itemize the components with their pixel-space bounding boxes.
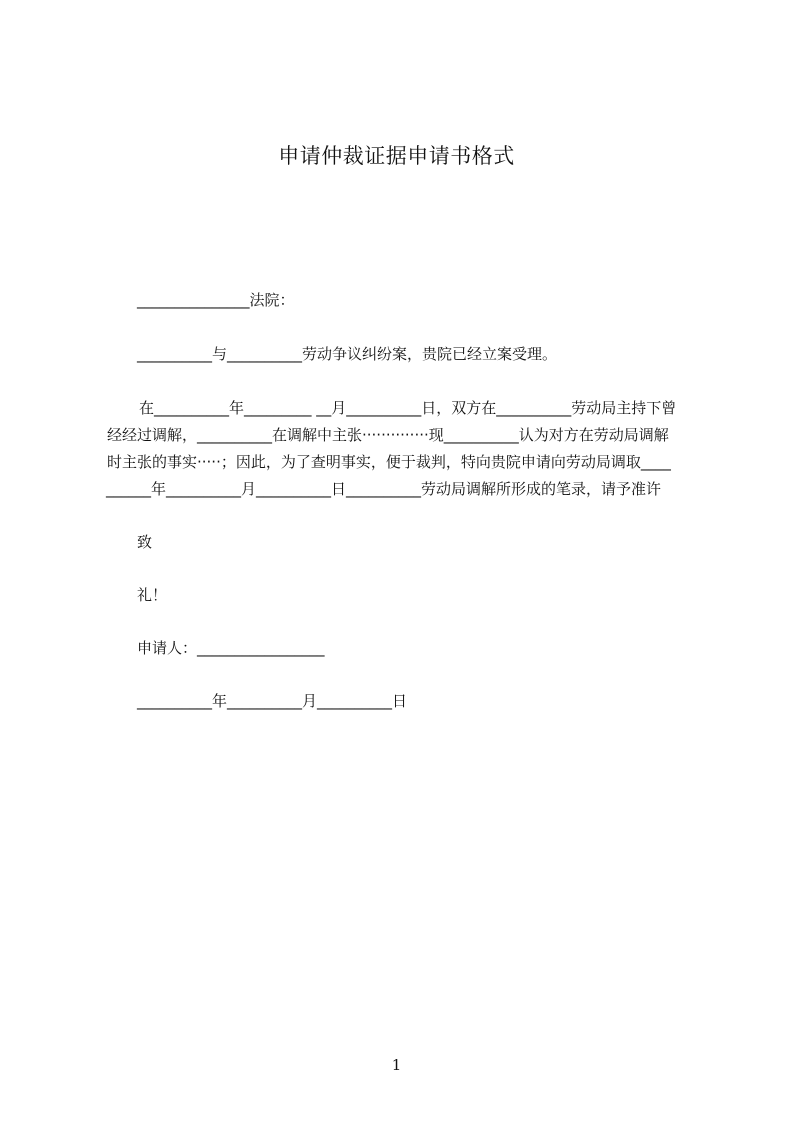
body-line-2: 经经过调解，__________在调解中主张··············现__________认为对方在劳动局调解 — [107, 426, 669, 444]
case-line: __________与__________劳动争议纠纷案，贵院已经立案受理。 — [137, 345, 558, 363]
body-line-4: ______年__________月__________日__________劳动局调解所形成的笔录，请予准许 — [106, 480, 662, 498]
page-number: 1 — [391, 1056, 402, 1074]
salutation-li: 礼！ — [137, 586, 168, 604]
body-line-3: 时主张的事实·····；因此，为了查明事实，便于裁判，特向贵院申请向劳动局调取____ — [107, 453, 671, 471]
addressee-line: _______________法院： — [137, 291, 295, 309]
salutation-zhi: 致 — [137, 533, 153, 551]
date-line: __________年__________月__________日 — [137, 692, 408, 710]
document-title: 申请仲裁证据申请书格式 — [278, 144, 515, 168]
body-line-1: 在__________年_________ __月__________日，双方在__________劳动局主持下曾 — [139, 399, 677, 417]
applicant-line: 申请人：_________________ — [137, 639, 325, 657]
